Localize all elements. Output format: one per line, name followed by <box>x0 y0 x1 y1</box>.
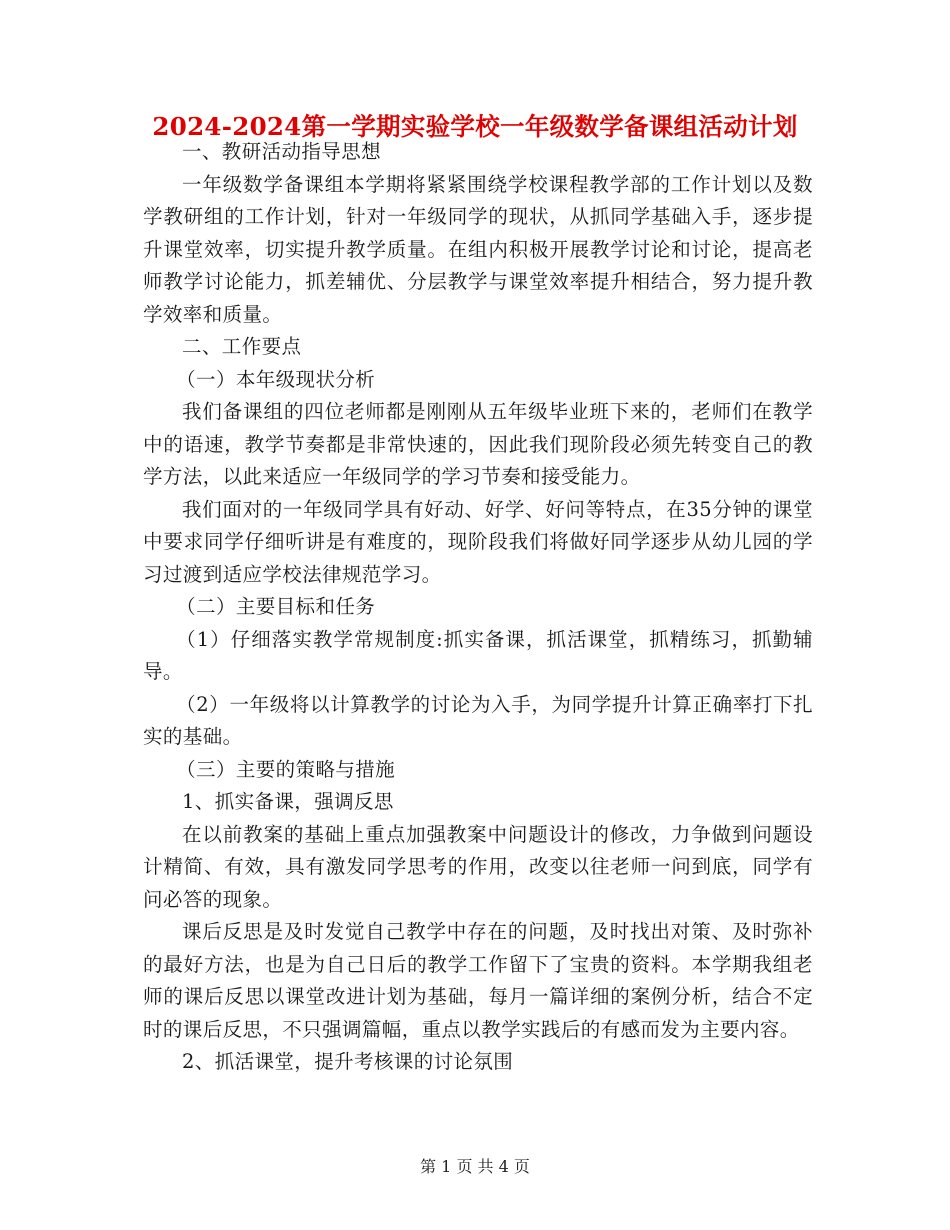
paragraph-lesson-prep: 在以前教案的基础上重点加强教案中问题设计的修改，力争做到问题设计精简、有效，具有激发同学思考的作用，改变以往老师一问到底，同学有问必答的现象。 <box>143 822 813 911</box>
list-item-goal-2: （2）一年级将以计算教学的讨论为入手，为同学提升计算正确率打下扎实的基础。 <box>143 692 813 748</box>
list-item-goal-1: （1）仔细落实教学常规制度:抓实备课，抓活课堂，抓精练习，抓勤辅导。 <box>143 627 813 683</box>
page-footer: 第 1 页 共 4 页 <box>420 1157 530 1176</box>
paragraph-current-status-2: 我们面对的一年级同学具有好动、好学、好问等特点，在35分钟的课堂中要求同学仔细听讲是有难度的，现阶段我们将做好同学逐步从幼儿园的学习过渡到适应学校法律规范学习。 <box>143 497 813 586</box>
strategy-heading-1: 1、抓实备课，强调反思 <box>182 790 394 813</box>
subsection-heading-2: （二）主要目标和任务 <box>176 595 376 618</box>
document-title: 2024-2024第一学期实验学校一年级数学备课组活动计划 <box>152 112 798 141</box>
subsection-heading-3: （三）主要的策略与措施 <box>176 757 396 781</box>
paragraph-current-status-1: 我们备课组的四位老师都是刚刚从五年级毕业班下来的，老师们在教学中的语速，教学节奏都是非常快速的，因此我们现阶段必须先转变自己的教学方法，以此来适应一年级同学的学习节奏和接受能力。 <box>143 400 813 488</box>
paragraph-reflection: 课后反思是及时发觉自己教学中存在的问题，及时找出对策、及时弥补的最好方法，也是为自己日后的教学工作留下了宝贵的资料。本学期我组老师的课后反思以课堂改进计划为基础，每月一篇详细的案例分析，结合不定时的课后反思，不只强调篇幅，重点以教学实践后的有感而发为主要内容。 <box>143 920 813 1041</box>
section-heading-2: 二、工作要点 <box>182 335 302 358</box>
document-body <box>143 136 813 1079</box>
subsection-heading-1: （一）本年级现状分析 <box>176 367 376 391</box>
strategy-heading-2: 2、抓活课堂，提升考核课的讨论氛围 <box>182 1050 514 1073</box>
paragraph-guiding-thought: 一年级数学备课组本学期将紧紧围绕学校课程教学部的工作计划以及数学教研组的工作计划，针对一年级同学的现状，从抓同学基础入手，逐步提升课堂效率，切实提升教学质量。在组内积极开展教学讨论和讨论，提高老师教学讨论能力，抓差辅优、分层教学与课堂效率提升相结合，努力提升教学效率和质量。 <box>143 172 813 326</box>
section-heading-1: 一、教研活动指导思想 <box>182 140 382 163</box>
